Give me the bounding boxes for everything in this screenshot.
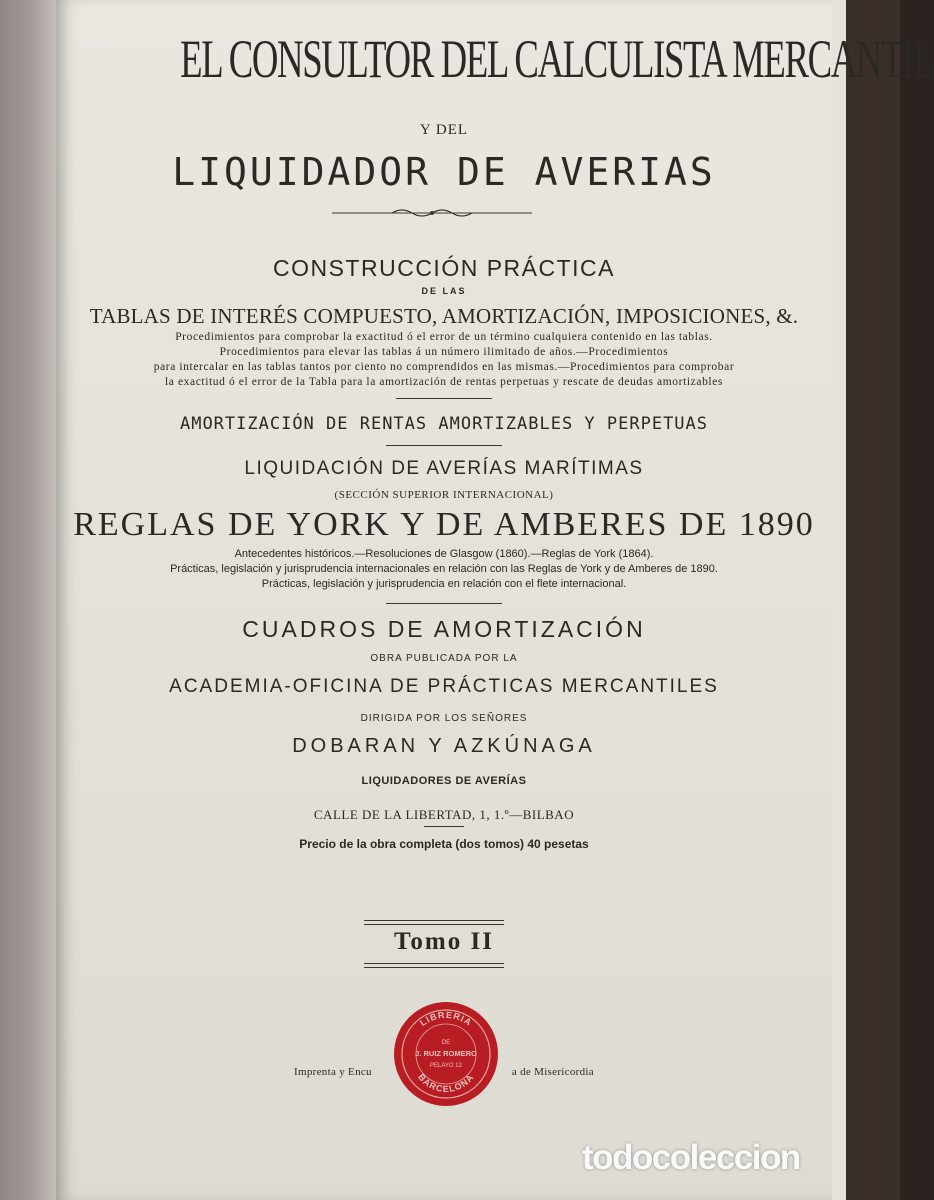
amortizacion-heading: AMORTIZACIÓN DE RENTAS AMORTIZABLES Y PERPETUAS (179, 414, 709, 434)
academia-heading: ACADEMIA-OFICINA DE PRÁCTICAS MERCANTILES (169, 676, 719, 697)
seal-text-de: DE (441, 1040, 451, 1046)
liquidadores-label: LIQUIDADORES DE AVERÍAS (361, 775, 527, 787)
procedimientos-line: Procedimientos para elevar las tablas á un número ilimitado de años.—Procedimientos (219, 346, 669, 358)
authors-heading: DOBARAN Y AZKÚNAGA (292, 735, 596, 757)
divider (424, 826, 464, 827)
antecedentes-line: Antecedentes históricos.—Resoluciones de Glasgow (1860).—Reglas de York (1864). (234, 548, 654, 560)
site-watermark: todocoleccion (582, 1138, 800, 1177)
liquidacion-heading: LIQUIDACIÓN DE AVERÍAS MARÍTIMAS (244, 458, 644, 479)
book-cover-edge (0, 0, 58, 1200)
tomo-rule-bottom (364, 963, 504, 964)
tomo-rule-top (364, 920, 504, 921)
seal-text-bottom: BARCELONA (416, 1071, 476, 1095)
antecedentes-line: Prácticas, legislación y jurisprudencia en relación con el flete internacional. (261, 578, 627, 590)
volume-label: Tomo II (394, 928, 494, 955)
cuadros-heading: CUADROS DE AMORTIZACIÓN (242, 616, 646, 642)
procedimientos-line: para intercalar en las tablas tantos por ciento no comprendidos en las mismas.—Procedimientos para comprobar (153, 361, 735, 373)
divider (386, 445, 502, 446)
divider (396, 398, 492, 399)
seal-text-name: J. RUIZ ROMERO (415, 1049, 477, 1058)
construccion-heading: CONSTRUCCIÓN PRÁCTICA (272, 255, 615, 281)
title-connector: Y DEL (419, 122, 469, 138)
divider (386, 603, 502, 604)
seal-text-top: LIBRERIA (418, 1009, 474, 1029)
flourish-ornament (332, 206, 532, 220)
main-title-line2: LIQUIDADOR DE AVERIAS (172, 150, 716, 194)
antecedentes-line: Prácticas, legislación y jurisprudencia internacionales en relación con las Reglas de York y de Amberes de 1890. (170, 563, 718, 575)
tomo-rule-bottom (364, 967, 504, 968)
address-line: CALLE DE LA LIBERTAD, 1, 1.º—BILBAO (313, 807, 575, 822)
imprenta-left: Imprenta y Encu (294, 1066, 372, 1078)
price-line: Precio de la obra completa (dos tomos) 40 pesetas (299, 837, 589, 851)
main-title-line1: EL CONSULTOR DEL CALCULISTA MERCANTIL (180, 29, 934, 89)
title-page-content (56, 0, 934, 1200)
seccion-label: (SECCIÓN SUPERIOR INTERNACIONAL) (334, 489, 554, 501)
tablas-heading: TABLAS DE INTERÉS COMPUESTO, AMORTIZACIÓN, IMPOSICIONES, &. (89, 304, 799, 328)
reglas-heading: REGLAS DE YORK Y DE AMBERES DE 1890 (73, 506, 815, 543)
procedimientos-line: la exactitud ó el error de la Tabla para la amortización de rentas perpetuas y rescate de deudas amortizables (164, 376, 723, 388)
procedimientos-line: Procedimientos para comprobar la exactitud ó el error de un término cualquiera contenido en las tablas. (175, 331, 713, 343)
seal-text-street: PELAYO 12 (430, 1063, 462, 1069)
obra-publicada-label: OBRA PUBLICADA POR LA (370, 653, 518, 664)
imprenta-right: a de Misericordia (511, 1066, 594, 1078)
de-las-label: DE LAS (421, 286, 467, 296)
dirigida-label: DIRIGIDA POR LOS SEÑORES (360, 713, 528, 724)
title-page (56, 0, 934, 1200)
tomo-rule-top (364, 924, 504, 925)
bookseller-seal (392, 1000, 500, 1108)
